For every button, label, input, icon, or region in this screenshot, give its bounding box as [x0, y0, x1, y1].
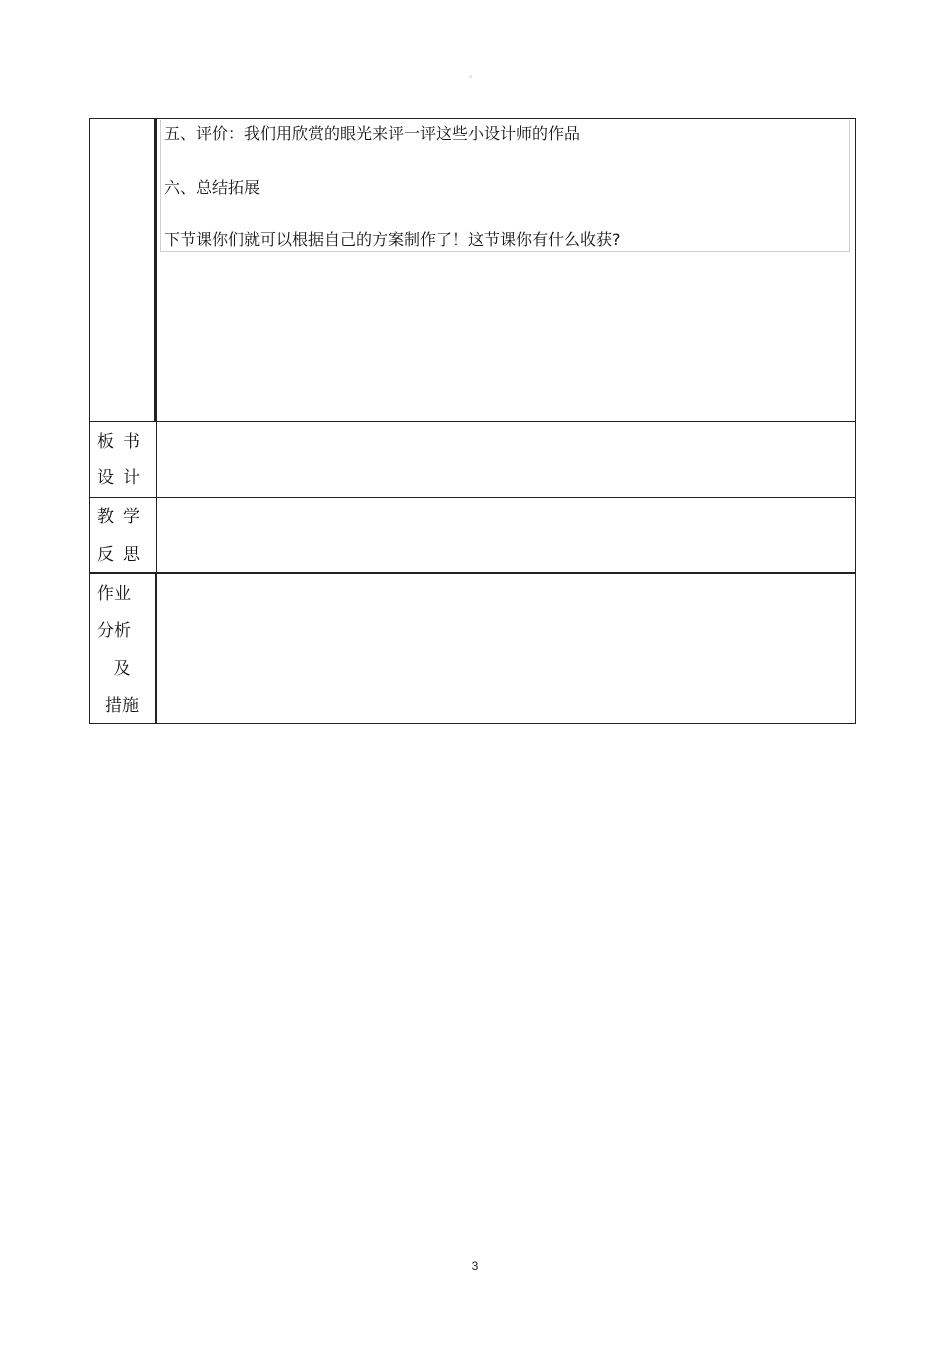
homework-label-line-2: 分析	[97, 621, 131, 641]
board-design-char-4: 计	[123, 468, 140, 488]
row-divider-2	[89, 497, 856, 498]
row-divider-3	[89, 572, 856, 574]
reflection-label-top	[97, 507, 149, 527]
next-lesson-line: 下节课你们就可以根据自己的方案制作了！这节课你有什么收获?	[164, 230, 621, 249]
evaluation-line: 五、评价：我们用欣赏的眼光来评一评这些小设计师的作品	[164, 124, 581, 143]
reflection-char-3: 反	[97, 545, 114, 565]
reflection-char-4: 思	[123, 545, 140, 565]
board-design-char-3: 设	[97, 468, 114, 488]
column-divider-top	[154, 118, 157, 422]
board-design-label-bottom	[97, 468, 149, 488]
summary-heading: 六、总结拓展	[164, 178, 261, 197]
reflection-char-1: 教	[97, 507, 114, 527]
reflection-char-2: 学	[123, 507, 140, 527]
homework-label-line-1: 作业	[97, 584, 131, 604]
board-design-label-top	[97, 432, 149, 452]
page-number: 3	[471, 1259, 479, 1273]
board-design-char-1: 板	[97, 432, 114, 452]
row-divider-1	[89, 421, 856, 422]
homework-label-line-4: 措施	[105, 696, 139, 716]
board-design-char-2: 书	[123, 432, 140, 452]
header-mark: 。	[469, 70, 477, 79]
column-divider-bottom	[155, 573, 157, 724]
reflection-label-bottom	[97, 545, 149, 565]
homework-label-line-3: 及	[113, 659, 131, 679]
